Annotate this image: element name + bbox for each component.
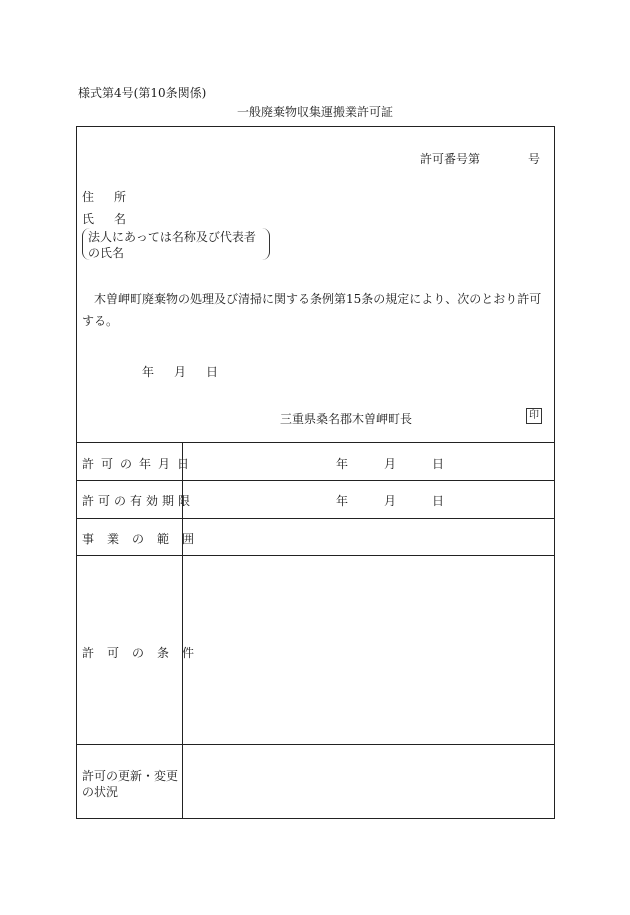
corporate-note-line1: 法人にあっては名称及び代表者 bbox=[88, 230, 256, 244]
permit-date-value bbox=[336, 455, 444, 472]
permit-date-label: 許可の年月日 bbox=[82, 457, 197, 471]
issuer-name: 三重県桑名郡木曽岬町長 bbox=[280, 412, 413, 426]
issue-date-month: 月 bbox=[174, 365, 187, 379]
permit-date-year: 年 bbox=[336, 457, 349, 471]
right-parenthesis bbox=[262, 228, 270, 260]
table-divider-top bbox=[76, 442, 555, 443]
permit-number-suffix: 号 bbox=[528, 152, 541, 166]
validity-period-day: 日 bbox=[432, 494, 445, 508]
table-divider bbox=[76, 555, 555, 556]
name-label: 氏名 bbox=[82, 212, 147, 226]
permit-date-month: 月 bbox=[384, 457, 397, 471]
form-number: 様式第4号(第10条関係) bbox=[78, 86, 207, 100]
corporate-note bbox=[88, 229, 266, 261]
table-divider bbox=[76, 744, 555, 745]
permit-conditions-label: 許可の条件 bbox=[82, 646, 208, 660]
permit-number bbox=[420, 150, 540, 167]
business-scope-label: 事業の範囲 bbox=[82, 532, 208, 546]
permit-date-day: 日 bbox=[432, 457, 445, 471]
corporate-note-line2: の氏名 bbox=[88, 246, 125, 260]
renewal-status-label: 許可の更新・変更の状況 bbox=[82, 769, 179, 799]
issue-date bbox=[142, 363, 238, 380]
seal-mark: 印 bbox=[526, 408, 542, 424]
address-label: 住所 bbox=[82, 190, 147, 204]
issue-date-year: 年 bbox=[142, 365, 155, 379]
validity-period-month: 月 bbox=[384, 494, 397, 508]
issue-date-day: 日 bbox=[206, 365, 219, 379]
table-divider bbox=[76, 518, 555, 519]
permit-number-prefix: 許可番号第 bbox=[420, 152, 481, 166]
table-divider bbox=[76, 480, 555, 481]
validity-period-year: 年 bbox=[336, 494, 349, 508]
validity-period-value bbox=[336, 492, 444, 509]
document-title: 一般廃棄物収集運搬業許可証 bbox=[236, 105, 393, 119]
validity-period-label: 許可の有効期限 bbox=[82, 494, 195, 508]
permit-statement: 木曽岬町廃棄物の処理及び清掃に関する条例第15条の規定により、次のとおり許可する。 bbox=[82, 292, 542, 328]
